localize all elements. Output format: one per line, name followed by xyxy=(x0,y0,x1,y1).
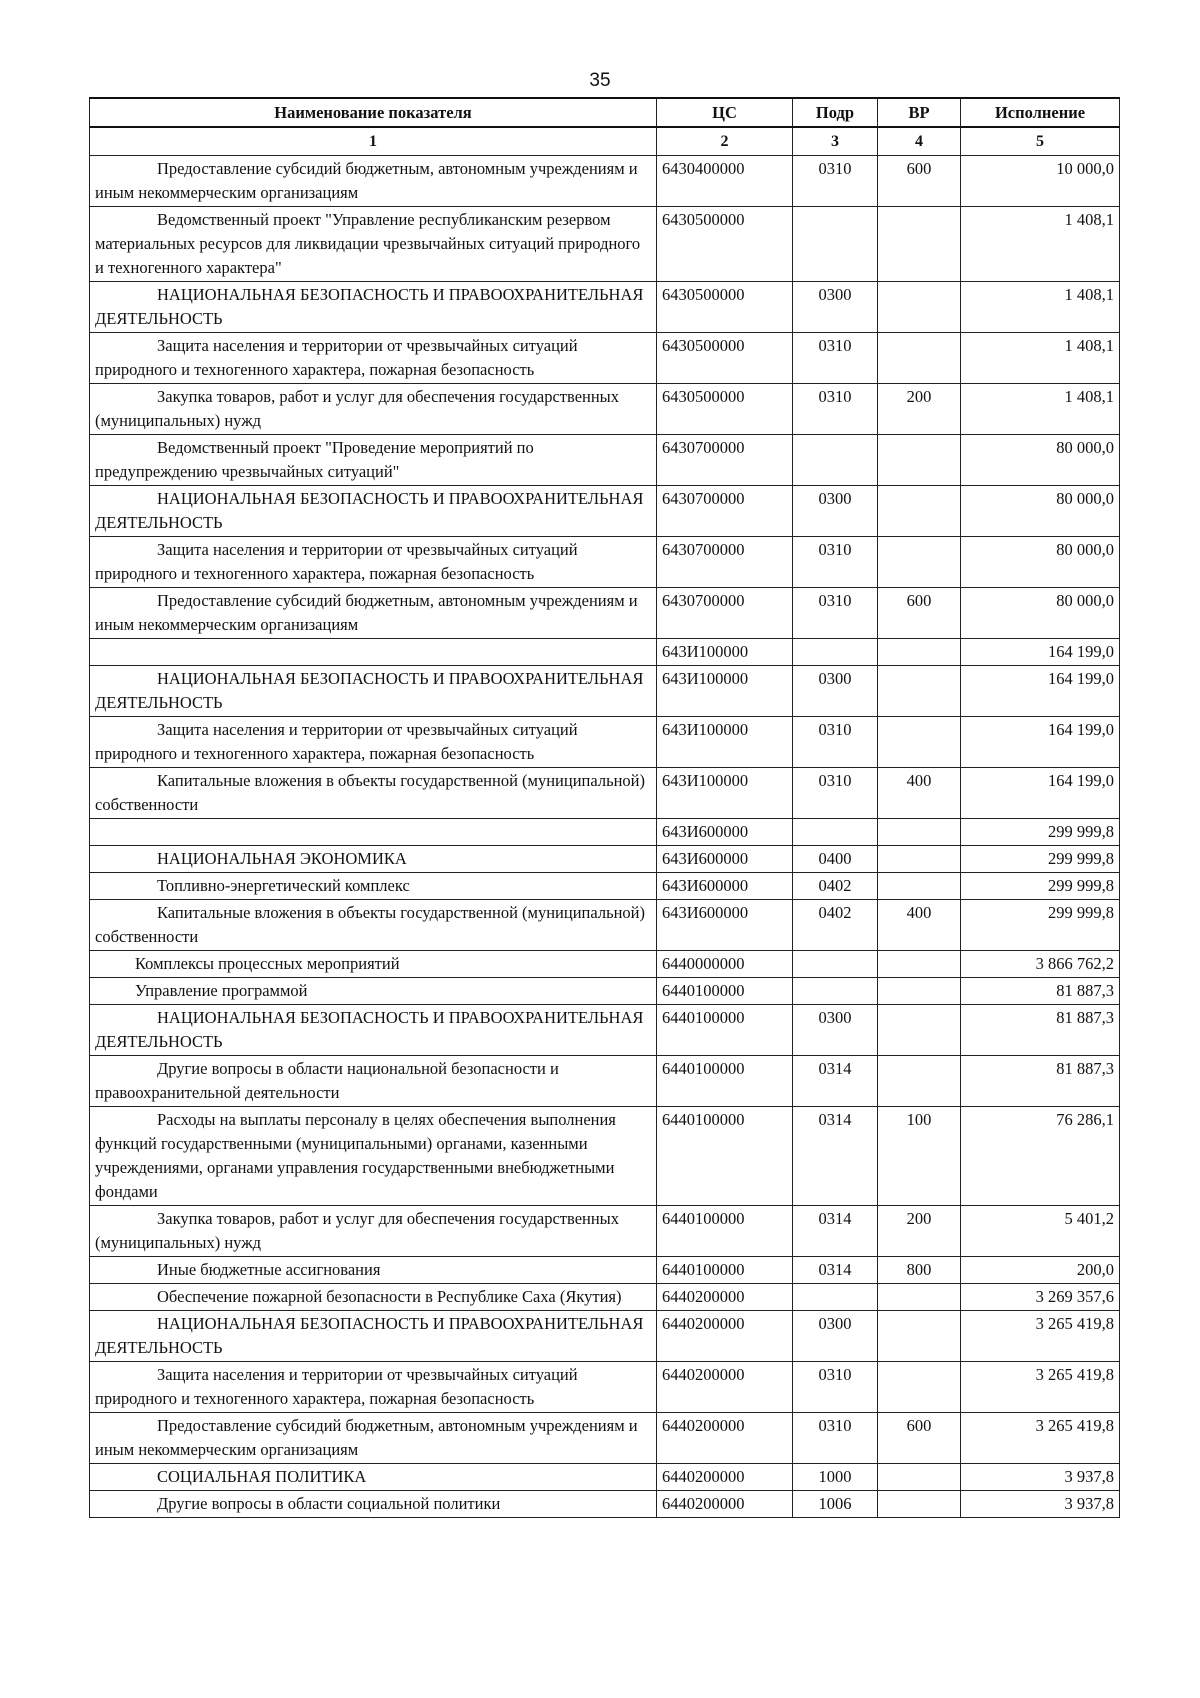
row-subsection-code: 0300 xyxy=(793,666,878,717)
row-name: НАЦИОНАЛЬНАЯ БЕЗОПАСНОСТЬ И ПРАВООХРАНИТЕЛЬНАЯ ДЕЯТЕЛЬНОСТЬ xyxy=(90,282,657,333)
row-cs-code: 6440100000 xyxy=(657,1107,793,1206)
row-subsection-code: 0300 xyxy=(793,486,878,537)
table-row xyxy=(90,978,1120,1005)
row-expense-type xyxy=(878,846,961,873)
row-amount: 3 269 357,6 xyxy=(961,1284,1120,1311)
row-cs-code: 643И600000 xyxy=(657,819,793,846)
table-row xyxy=(90,156,1120,207)
table-row xyxy=(90,333,1120,384)
row-subsection-code: 0314 xyxy=(793,1107,878,1206)
row-expense-type xyxy=(878,873,961,900)
row-expense-type: 600 xyxy=(878,156,961,207)
row-expense-type xyxy=(878,717,961,768)
row-expense-type xyxy=(878,1311,961,1362)
table-row xyxy=(90,1206,1120,1257)
row-subsection-code xyxy=(793,435,878,486)
row-amount: 10 000,0 xyxy=(961,156,1120,207)
table-row xyxy=(90,1005,1120,1056)
row-amount: 80 000,0 xyxy=(961,435,1120,486)
row-cs-code: 6430400000 xyxy=(657,156,793,207)
row-expense-type xyxy=(878,1464,961,1491)
row-expense-type xyxy=(878,207,961,282)
row-subsection-code: 0314 xyxy=(793,1056,878,1107)
row-amount: 3 866 762,2 xyxy=(961,951,1120,978)
row-name: Обеспечение пожарной безопасности в Республике Саха (Якутия) xyxy=(90,1284,657,1311)
row-amount: 299 999,8 xyxy=(961,873,1120,900)
row-name xyxy=(90,819,657,846)
row-cs-code: 6430500000 xyxy=(657,282,793,333)
row-amount: 76 286,1 xyxy=(961,1107,1120,1206)
table-row xyxy=(90,1464,1120,1491)
row-subsection-code: 0310 xyxy=(793,1413,878,1464)
row-subsection-code: 0310 xyxy=(793,588,878,639)
row-expense-type xyxy=(878,1056,961,1107)
row-name: Ведомственный проект "Управление республиканским резервом материальных ресурсов для ликвидации чрезвычайных ситуаций природного и техногенного характера" xyxy=(90,207,657,282)
row-name: НАЦИОНАЛЬНАЯ БЕЗОПАСНОСТЬ И ПРАВООХРАНИТЕЛЬНАЯ ДЕЯТЕЛЬНОСТЬ xyxy=(90,1311,657,1362)
row-name: Комплексы процессных мероприятий xyxy=(90,951,657,978)
column-number: 5 xyxy=(961,127,1120,156)
table-row xyxy=(90,486,1120,537)
row-subsection-code: 0300 xyxy=(793,282,878,333)
row-subsection-code: 0300 xyxy=(793,1005,878,1056)
row-cs-code: 6440200000 xyxy=(657,1362,793,1413)
table-row xyxy=(90,717,1120,768)
row-cs-code: 6440100000 xyxy=(657,1005,793,1056)
table-row xyxy=(90,1107,1120,1206)
row-name: Капитальные вложения в объекты государственной (муниципальной) собственности xyxy=(90,900,657,951)
table-row xyxy=(90,282,1120,333)
table-row xyxy=(90,1284,1120,1311)
row-name: Другие вопросы в области социальной политики xyxy=(90,1491,657,1518)
column-number: 2 xyxy=(657,127,793,156)
column-number-row xyxy=(90,127,1120,156)
table-row xyxy=(90,1311,1120,1362)
row-subsection-code xyxy=(793,951,878,978)
row-subsection-code: 1006 xyxy=(793,1491,878,1518)
row-amount: 299 999,8 xyxy=(961,900,1120,951)
row-cs-code: 643И600000 xyxy=(657,900,793,951)
row-amount: 1 408,1 xyxy=(961,282,1120,333)
table-row xyxy=(90,588,1120,639)
row-cs-code: 6440100000 xyxy=(657,978,793,1005)
row-cs-code: 6440200000 xyxy=(657,1491,793,1518)
row-subsection-code: 0402 xyxy=(793,873,878,900)
row-expense-type: 800 xyxy=(878,1257,961,1284)
row-name: Топливно-энергетический комплекс xyxy=(90,873,657,900)
row-amount: 299 999,8 xyxy=(961,819,1120,846)
column-number: 4 xyxy=(878,127,961,156)
row-expense-type xyxy=(878,951,961,978)
row-expense-type: 100 xyxy=(878,1107,961,1206)
row-amount: 299 999,8 xyxy=(961,846,1120,873)
table-row xyxy=(90,639,1120,666)
row-name: Предоставление субсидий бюджетным, автономным учреждениям и иным некоммерческим организациям xyxy=(90,1413,657,1464)
table-row xyxy=(90,666,1120,717)
row-expense-type xyxy=(878,639,961,666)
column-number: 3 xyxy=(793,127,878,156)
row-expense-type: 200 xyxy=(878,384,961,435)
row-subsection-code: 0310 xyxy=(793,1362,878,1413)
row-subsection-code: 0310 xyxy=(793,384,878,435)
header-amount: Исполнение xyxy=(961,98,1120,127)
row-amount: 1 408,1 xyxy=(961,384,1120,435)
row-name: СОЦИАЛЬНАЯ ПОЛИТИКА xyxy=(90,1464,657,1491)
header-name: Наименование показателя xyxy=(90,98,657,127)
table-row xyxy=(90,537,1120,588)
row-subsection-code: 0310 xyxy=(793,717,878,768)
row-cs-code: 6440200000 xyxy=(657,1413,793,1464)
row-subsection-code xyxy=(793,978,878,1005)
row-cs-code: 6430500000 xyxy=(657,207,793,282)
budget-table xyxy=(89,97,1120,1518)
row-subsection-code xyxy=(793,819,878,846)
row-name: Предоставление субсидий бюджетным, автономным учреждениям и иным некоммерческим организациям xyxy=(90,588,657,639)
row-name: Иные бюджетные ассигнования xyxy=(90,1257,657,1284)
row-subsection-code: 0310 xyxy=(793,333,878,384)
row-expense-type: 400 xyxy=(878,900,961,951)
table-row xyxy=(90,1491,1120,1518)
table-row xyxy=(90,1056,1120,1107)
table-row xyxy=(90,951,1120,978)
row-name: Защита населения и территории от чрезвычайных ситуаций природного и техногенного характера, пожарная безопасность xyxy=(90,537,657,588)
row-subsection-code: 0314 xyxy=(793,1257,878,1284)
row-cs-code: 643И100000 xyxy=(657,639,793,666)
row-cs-code: 6440100000 xyxy=(657,1056,793,1107)
row-name: Управление программой xyxy=(90,978,657,1005)
row-expense-type xyxy=(878,1005,961,1056)
row-subsection-code: 0300 xyxy=(793,1311,878,1362)
row-subsection-code: 0310 xyxy=(793,768,878,819)
row-cs-code: 6430700000 xyxy=(657,435,793,486)
row-cs-code: 6430700000 xyxy=(657,537,793,588)
table-row xyxy=(90,435,1120,486)
row-expense-type xyxy=(878,537,961,588)
row-expense-type: 400 xyxy=(878,768,961,819)
row-amount: 80 000,0 xyxy=(961,486,1120,537)
row-expense-type xyxy=(878,333,961,384)
row-amount: 164 199,0 xyxy=(961,717,1120,768)
row-subsection-code: 0310 xyxy=(793,537,878,588)
row-name: НАЦИОНАЛЬНАЯ ЭКОНОМИКА xyxy=(90,846,657,873)
row-name: НАЦИОНАЛЬНАЯ БЕЗОПАСНОСТЬ И ПРАВООХРАНИТЕЛЬНАЯ ДЕЯТЕЛЬНОСТЬ xyxy=(90,666,657,717)
row-name: Закупка товаров, работ и услуг для обеспечения государственных (муниципальных) нужд xyxy=(90,1206,657,1257)
row-cs-code: 6430500000 xyxy=(657,384,793,435)
row-amount: 3 265 419,8 xyxy=(961,1311,1120,1362)
row-subsection-code: 1000 xyxy=(793,1464,878,1491)
row-cs-code: 6440200000 xyxy=(657,1464,793,1491)
row-cs-code: 6440200000 xyxy=(657,1284,793,1311)
table-row xyxy=(90,1413,1120,1464)
table-row xyxy=(90,207,1120,282)
table-row xyxy=(90,846,1120,873)
row-subsection-code: 0310 xyxy=(793,156,878,207)
row-amount: 3 937,8 xyxy=(961,1464,1120,1491)
row-expense-type xyxy=(878,666,961,717)
row-cs-code: 6440200000 xyxy=(657,1311,793,1362)
row-amount: 164 199,0 xyxy=(961,639,1120,666)
row-cs-code: 6430700000 xyxy=(657,588,793,639)
row-name: Закупка товаров, работ и услуг для обеспечения государственных (муниципальных) нужд xyxy=(90,384,657,435)
row-amount: 5 401,2 xyxy=(961,1206,1120,1257)
row-amount: 81 887,3 xyxy=(961,978,1120,1005)
row-cs-code: 6430700000 xyxy=(657,486,793,537)
row-subsection-code xyxy=(793,1284,878,1311)
row-expense-type: 600 xyxy=(878,1413,961,1464)
row-expense-type: 200 xyxy=(878,1206,961,1257)
row-subsection-code: 0314 xyxy=(793,1206,878,1257)
row-amount: 80 000,0 xyxy=(961,537,1120,588)
row-amount: 164 199,0 xyxy=(961,768,1120,819)
row-subsection-code: 0402 xyxy=(793,900,878,951)
row-name: Капитальные вложения в объекты государственной (муниципальной) собственности xyxy=(90,768,657,819)
row-name: НАЦИОНАЛЬНАЯ БЕЗОПАСНОСТЬ И ПРАВООХРАНИТЕЛЬНАЯ ДЕЯТЕЛЬНОСТЬ xyxy=(90,1005,657,1056)
row-cs-code: 6440100000 xyxy=(657,1206,793,1257)
row-amount: 164 199,0 xyxy=(961,666,1120,717)
row-expense-type xyxy=(878,282,961,333)
header-vr: ВР xyxy=(878,98,961,127)
row-subsection-code xyxy=(793,207,878,282)
row-name: Предоставление субсидий бюджетным, автономным учреждениям и иным некоммерческим организациям xyxy=(90,156,657,207)
row-cs-code: 643И100000 xyxy=(657,768,793,819)
row-cs-code: 643И600000 xyxy=(657,873,793,900)
table-row xyxy=(90,1362,1120,1413)
row-name: Ведомственный проект "Проведение мероприятий по предупреждению чрезвычайных ситуаций" xyxy=(90,435,657,486)
table-row xyxy=(90,873,1120,900)
row-name: Защита населения и территории от чрезвычайных ситуаций природного и техногенного характера, пожарная безопасность xyxy=(90,333,657,384)
row-amount: 3 937,8 xyxy=(961,1491,1120,1518)
header-cs: ЦС xyxy=(657,98,793,127)
header-podr: Подр xyxy=(793,98,878,127)
row-name: Другие вопросы в области национальной безопасности и правоохранительной деятельности xyxy=(90,1056,657,1107)
row-cs-code: 643И100000 xyxy=(657,717,793,768)
row-name: Защита населения и территории от чрезвычайных ситуаций природного и техногенного характера, пожарная безопасность xyxy=(90,1362,657,1413)
row-amount: 200,0 xyxy=(961,1257,1120,1284)
row-name: НАЦИОНАЛЬНАЯ БЕЗОПАСНОСТЬ И ПРАВООХРАНИТЕЛЬНАЯ ДЕЯТЕЛЬНОСТЬ xyxy=(90,486,657,537)
row-expense-type xyxy=(878,1491,961,1518)
row-amount: 3 265 419,8 xyxy=(961,1413,1120,1464)
row-amount: 81 887,3 xyxy=(961,1056,1120,1107)
row-cs-code: 6440100000 xyxy=(657,1257,793,1284)
row-cs-code: 6440000000 xyxy=(657,951,793,978)
table-row xyxy=(90,768,1120,819)
row-name: Защита населения и территории от чрезвычайных ситуаций природного и техногенного характера, пожарная безопасность xyxy=(90,717,657,768)
row-expense-type: 600 xyxy=(878,588,961,639)
header-row xyxy=(90,98,1120,127)
row-amount: 3 265 419,8 xyxy=(961,1362,1120,1413)
row-expense-type xyxy=(878,1284,961,1311)
row-subsection-code xyxy=(793,639,878,666)
column-number: 1 xyxy=(90,127,657,156)
table-body xyxy=(90,156,1120,1518)
row-cs-code: 643И100000 xyxy=(657,666,793,717)
row-amount: 1 408,1 xyxy=(961,333,1120,384)
row-expense-type xyxy=(878,486,961,537)
page-number: 35 xyxy=(589,70,611,91)
row-name xyxy=(90,639,657,666)
row-cs-code: 643И600000 xyxy=(657,846,793,873)
row-expense-type xyxy=(878,435,961,486)
row-cs-code: 6430500000 xyxy=(657,333,793,384)
row-amount: 80 000,0 xyxy=(961,588,1120,639)
row-name: Расходы на выплаты персоналу в целях обеспечения выполнения функций государственными (муниципальными) органами, казенными учреждениями, органами управления государственными внебюджетными фондами xyxy=(90,1107,657,1206)
row-expense-type xyxy=(878,978,961,1005)
table-row xyxy=(90,384,1120,435)
row-expense-type xyxy=(878,819,961,846)
row-amount: 81 887,3 xyxy=(961,1005,1120,1056)
table-row xyxy=(90,900,1120,951)
table-row xyxy=(90,1257,1120,1284)
table-row xyxy=(90,819,1120,846)
row-amount: 1 408,1 xyxy=(961,207,1120,282)
row-expense-type xyxy=(878,1362,961,1413)
row-subsection-code: 0400 xyxy=(793,846,878,873)
